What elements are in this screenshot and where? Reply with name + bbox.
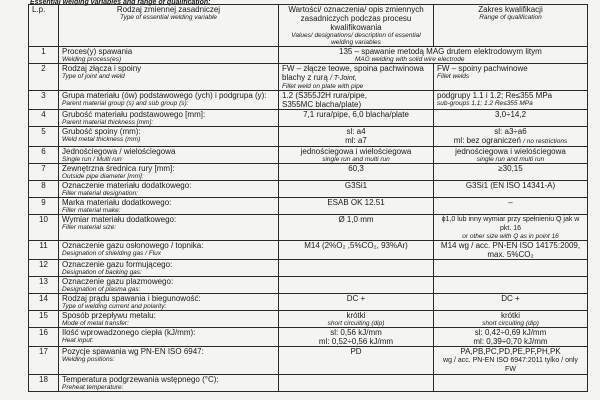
qualification-range: ϕ1,0 lub inny wymiar przy spełnieniu Q jak w pkt. 16 or other size with Q as in point 16 xyxy=(434,215,588,241)
table-row xyxy=(29,181,588,198)
variable-label: Oznaczenie materiału dodatkowego: Filler material designation: xyxy=(59,181,279,198)
variable-label: Zewnętrzna średnica rury [mm]: Outside pipe diameter [mm]: xyxy=(59,164,279,181)
row-number: 14 xyxy=(29,294,59,311)
qualification-range: DC + xyxy=(434,294,588,311)
row-number: 16 xyxy=(29,328,59,347)
variable-label: Proces(y) spawania Welding process(es) xyxy=(59,47,279,64)
variable-label: Oznaczenie gazu plazmowego: Designation of plasma gas: xyxy=(59,277,279,294)
variable-label: Rodzaj złącza i spoiny Type of joint and weld xyxy=(59,64,279,91)
table-row xyxy=(29,91,588,110)
welding-variables-table xyxy=(28,4,588,392)
variable-label: Ilość wprowadzonego ciepła (kJ/mm): Heat input: xyxy=(59,328,279,347)
table-row xyxy=(29,277,588,294)
qualification-range xyxy=(434,375,588,392)
row-number: 8 xyxy=(29,181,59,198)
qualification-range: 3,0÷14,2 xyxy=(434,110,588,127)
variable-value: krótki short circuiting (dip) xyxy=(279,311,434,328)
row-number: 17 xyxy=(29,347,59,375)
table-row xyxy=(29,260,588,277)
table-row xyxy=(29,215,588,241)
row-number: 4 xyxy=(29,110,59,127)
variable-value: 1.2 (S355J2H rura/pipe, S355MC blacha/plate) xyxy=(279,91,434,110)
table-row xyxy=(29,198,588,215)
qualification-range xyxy=(434,260,588,277)
qualification-range: PA,PB,PC,PD,PE,PF,PH,PK wg / acc. PN-EN ISO 6947:2011 tylko / only FW xyxy=(434,347,588,375)
table-row xyxy=(29,110,588,127)
variable-label: Oznaczenie gazu formującego: Designation of backing gas: xyxy=(59,260,279,277)
variable-label: Grubość materiału podstawowego [mm]: Parent material thickness [mm]: xyxy=(59,110,279,127)
table-row xyxy=(29,375,588,392)
table-row xyxy=(29,328,588,347)
variable-value: jednościegowa i wielościegowa single run and multi run xyxy=(279,147,434,164)
variable-value: DC + xyxy=(279,294,434,311)
section-caption: Essential welding variables and range of qualification: xyxy=(30,0,211,6)
table-row xyxy=(29,127,588,147)
table-row xyxy=(29,311,588,328)
row-number: 13 xyxy=(29,277,59,294)
qualification-range: ≥30,15 xyxy=(434,164,588,181)
table-row xyxy=(29,294,588,311)
variable-value xyxy=(279,277,434,294)
variable-label: Grubość spoiny (mm): Weld metal thickness (mm) xyxy=(59,127,279,147)
table-row xyxy=(29,147,588,164)
row-number: 18 xyxy=(29,375,59,392)
variable-value: sl: a4 ml: a7 xyxy=(279,127,434,147)
qualification-range: FW – spoiny pachwinowe Fillet welds xyxy=(434,64,588,91)
qualification-range: krótki short circuiting (dip) xyxy=(434,311,588,328)
variable-value: 7,1 rura/pipe, 6,0 blacha/plate xyxy=(279,110,434,127)
variable-value: ESAB OK 12.51 xyxy=(279,198,434,215)
variable-value: 60,3 xyxy=(279,164,434,181)
variable-label: Oznaczenie gazu osłonowego / topnika: Designation of shielding gas / Flux xyxy=(59,241,279,260)
variable-label: Marka materiału dodatkowego: Filler material make: xyxy=(59,198,279,215)
variable-label: Sposób przepływu metalu: Mode of metal transfer: xyxy=(59,311,279,328)
variable-value: FW – złącze teowe, spoina pachwinowa blachy z rurą / T-Joint, Fillet weld on plate with pipe xyxy=(279,64,434,91)
qualification-range: G3Si1 (EN ISO 14341-A) xyxy=(434,181,588,198)
row-number: 3 xyxy=(29,91,59,110)
qualification-range: sl: 0,42÷0,69 kJ/mm ml: 0,39÷0,70 kJ/mm xyxy=(434,328,588,347)
qualification-range: sl: a3÷a6 ml: bez ograniczeń / no restrictions xyxy=(434,127,588,147)
table-row xyxy=(29,164,588,181)
table-row xyxy=(29,241,588,260)
table-row xyxy=(29,64,588,91)
row-number: 10 xyxy=(29,215,59,241)
row-number: 11 xyxy=(29,241,59,260)
row-number: 15 xyxy=(29,311,59,328)
variable-label: Grupa materiału (ów) podstawowego (ych) i podgrupa (y): Parent material group (s) and sub group (s): xyxy=(59,91,279,110)
variable-value: 135 – spawanie metodą MAG drutem elektrodowym litym MAG welding with solid wire electrode xyxy=(279,47,588,64)
row-number: 7 xyxy=(29,164,59,181)
qualification-range: – xyxy=(434,198,588,215)
variable-label: Temperatura podgrzewania wstępnego (°C): Preheat temperature: xyxy=(59,375,279,392)
table-row xyxy=(29,47,588,64)
row-number: 9 xyxy=(29,198,59,215)
row-number: 5 xyxy=(29,127,59,147)
variable-value: G3Si1 xyxy=(279,181,434,198)
qualification-range: podgrupy 1.1 i 1.2; Re≤355 MPa sub-groups 1.1; 1.2 Re≤355 MPa xyxy=(434,91,588,110)
table-row xyxy=(29,347,588,375)
qualification-range xyxy=(434,277,588,294)
row-number: 6 xyxy=(29,147,59,164)
variable-value: Ø 1,0 mm xyxy=(279,215,434,241)
row-number: 1 xyxy=(29,47,59,64)
header-values: Wartości/ oznaczenia/ opis zmiennych zasadniczych podczas procesu kwalifikowania Values/ designations/ description of essential welding variables xyxy=(279,5,434,47)
qualification-range: jednościegowa i wielościegowa single run and multi run xyxy=(434,147,588,164)
variable-value: PD xyxy=(279,347,434,375)
row-number: 12 xyxy=(29,260,59,277)
variable-label: Pozycje spawania wg PN-EN ISO 6947: Welding positions: xyxy=(59,347,279,375)
variable-label: Jednościegowa / wielościegowa Single run / Multi run xyxy=(59,147,279,164)
header-variable-type: Rodzaj zmiennej zasadniczej Type of essential welding variable xyxy=(59,5,279,47)
qualification-range: M14 wg / acc. PN-EN ISO 14175:2009, max. 5%CO₂ xyxy=(434,241,588,260)
variable-label: Rodzaj prądu spawania i biegunowość: Type of welding current and polarity: xyxy=(59,294,279,311)
header-range: Zakres kwalifikacji Range of qualification xyxy=(434,5,588,47)
variable-value: M14 (2%O₂ ,5%CO₂, 93%Ar) xyxy=(279,241,434,260)
variable-value: sl: 0,56 kJ/mm ml: 0,52÷0,56 kJ/mm xyxy=(279,328,434,347)
table-header-row xyxy=(29,5,588,47)
variable-value xyxy=(279,375,434,392)
row-number: 2 xyxy=(29,64,59,91)
variable-value xyxy=(279,260,434,277)
header-lp: L.p. xyxy=(29,5,59,47)
variable-label: Wymiar materiału dodatkowego: Filler material size: xyxy=(59,215,279,241)
